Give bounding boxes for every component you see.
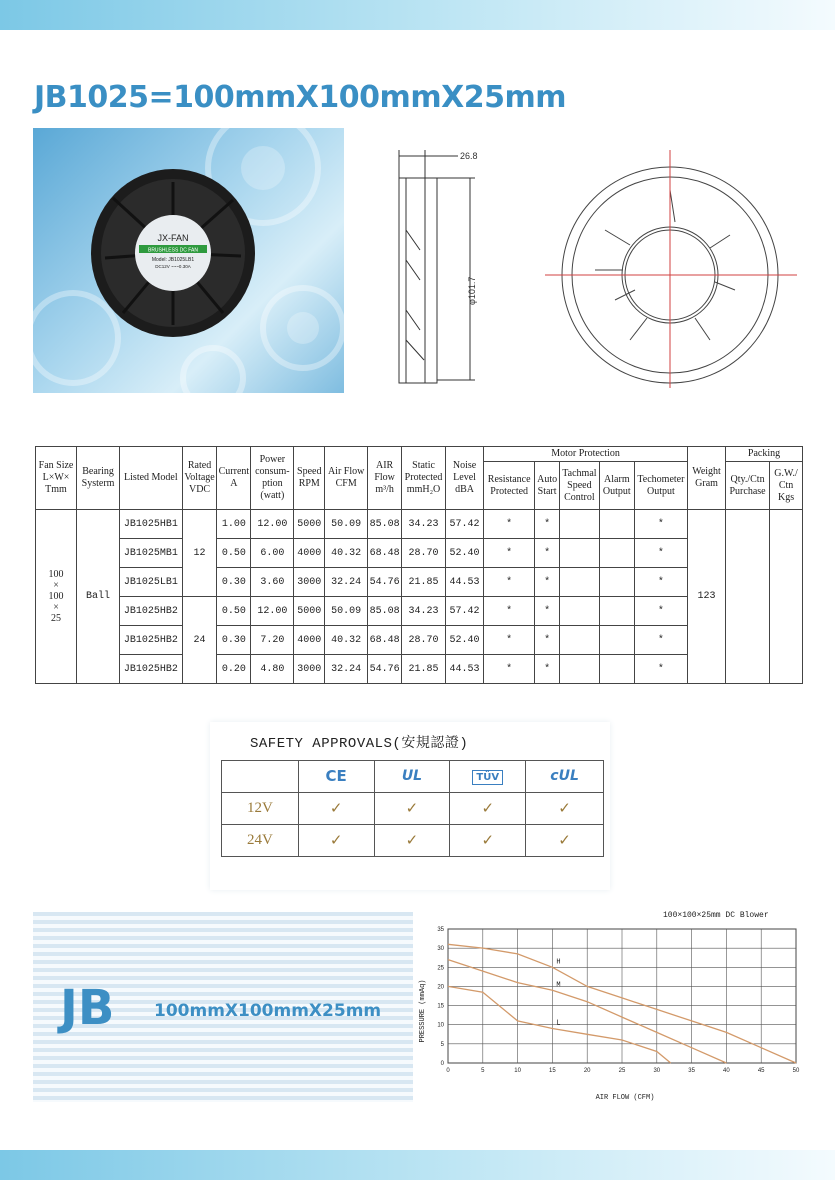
table-row xyxy=(36,626,803,655)
x-tick-label: 40 xyxy=(723,1068,730,1074)
current-cell: 0.20 xyxy=(217,655,251,684)
alarm-cell xyxy=(599,626,634,655)
check-icon: ✓ xyxy=(526,793,604,825)
static-cell: 21.85 xyxy=(402,568,446,597)
header-qty: Qty./Ctn Purchase xyxy=(726,462,770,510)
cfm-cell: 40.32 xyxy=(325,626,368,655)
x-tick-label: 10 xyxy=(514,1068,521,1074)
fan-illustration xyxy=(33,128,344,393)
tachmal-cell xyxy=(559,597,599,626)
alarm-cell xyxy=(599,568,634,597)
side-view-drawing xyxy=(380,140,515,390)
x-tick-label: 15 xyxy=(549,1068,556,1074)
model-cell: JB1025LB1 xyxy=(120,568,183,597)
tachmal-cell xyxy=(559,568,599,597)
model-cell: JB1025MB1 xyxy=(120,539,183,568)
photo-model: Model: JB1025LB1 xyxy=(151,257,195,263)
ul-mark-icon: UL xyxy=(401,768,423,784)
chart-svg xyxy=(415,905,807,1101)
header-weight: Weight Gram xyxy=(688,447,726,510)
resistance-cell: * xyxy=(484,626,535,655)
fan-size-cell xyxy=(36,510,77,684)
photo-label-band: BRUSHLESS DC FAN xyxy=(147,247,199,254)
resistance-cell: * xyxy=(484,597,535,626)
cfm-cell: 40.32 xyxy=(325,539,368,568)
safety-row xyxy=(222,825,604,857)
fan-size-line: × xyxy=(53,580,59,591)
performance-chart xyxy=(415,905,807,1101)
page-title: JB1025=100mmX100mmX25mm xyxy=(34,80,566,115)
header-bearing: Bearing Systerm xyxy=(77,447,120,510)
alarm-cell xyxy=(599,597,634,626)
techometer-cell: * xyxy=(634,568,687,597)
ce-logo-cell xyxy=(298,761,374,793)
static-cell: 28.70 xyxy=(402,539,446,568)
voltage-label: 12V xyxy=(222,793,299,825)
y-tick-label: 10 xyxy=(437,1022,444,1029)
m3h-cell: 68.48 xyxy=(368,539,402,568)
resistance-cell: * xyxy=(484,539,535,568)
table-row xyxy=(36,539,803,568)
techometer-cell: * xyxy=(634,626,687,655)
current-cell: 0.50 xyxy=(217,539,251,568)
series-label-H: H xyxy=(556,958,561,967)
x-tick-label: 30 xyxy=(653,1068,661,1074)
photo-brand: JX-FAN xyxy=(157,233,189,243)
speed-cell: 4000 xyxy=(294,626,325,655)
resistance-cell: * xyxy=(484,510,535,539)
current-cell: 1.00 xyxy=(217,510,251,539)
x-tick-label: 0 xyxy=(446,1068,450,1074)
techometer-cell: * xyxy=(634,597,687,626)
y-tick-label: 35 xyxy=(437,927,444,933)
static-cell: 34.23 xyxy=(402,510,446,539)
tuv-mark-icon: TÜV xyxy=(472,770,503,785)
auto-start-cell: * xyxy=(535,539,560,568)
noise-cell: 52.40 xyxy=(446,626,484,655)
safety-row xyxy=(222,793,604,825)
resistance-cell: * xyxy=(484,655,535,684)
tachmal-cell xyxy=(559,539,599,568)
product-photo xyxy=(33,128,344,393)
speed-cell: 5000 xyxy=(294,597,325,626)
header-fan-size: Fan Size L×W× Tmm xyxy=(36,447,77,510)
spec-table xyxy=(35,446,803,684)
series-label-L: L xyxy=(556,1019,561,1028)
weight-cell: 123 xyxy=(688,510,726,684)
speed-cell: 4000 xyxy=(294,539,325,568)
speed-cell: 3000 xyxy=(294,655,325,684)
cfm-cell: 32.24 xyxy=(325,655,368,684)
check-icon: ✓ xyxy=(374,793,450,825)
resistance-cell: * xyxy=(484,568,535,597)
chart-title: 100×100×25mm DC Blower xyxy=(663,911,769,920)
fan-size-line: 100 xyxy=(48,569,64,580)
header-auto-start: Auto Start xyxy=(535,462,560,510)
check-icon: ✓ xyxy=(298,793,374,825)
header-static: Static Protected mmH₂O xyxy=(402,447,446,510)
check-icon: ✓ xyxy=(374,825,450,857)
model-cell: JB1025HB2 xyxy=(120,655,183,684)
static-cell: 34.23 xyxy=(402,597,446,626)
voltage-cell: 12 xyxy=(182,510,217,597)
table-row xyxy=(36,597,803,626)
static-cell: 21.85 xyxy=(402,655,446,684)
speed-cell: 3000 xyxy=(294,568,325,597)
auto-start-cell: * xyxy=(535,597,560,626)
fan-size-line: × xyxy=(53,602,59,613)
chart-xlabel: AIR FLOW (CFM) xyxy=(595,1094,655,1101)
x-tick-label: 50 xyxy=(792,1068,800,1074)
m3h-cell: 85.08 xyxy=(368,510,402,539)
header-air-flow-cfm: Air Flow CFM xyxy=(325,447,368,510)
bearing-cell: Ball xyxy=(77,510,120,684)
techometer-cell: * xyxy=(634,655,687,684)
y-tick-label: 5 xyxy=(440,1041,444,1048)
auto-start-cell: * xyxy=(535,655,560,684)
series-label-M: M xyxy=(556,981,561,990)
header-resistance: Resistance Protected xyxy=(484,462,535,510)
x-tick-label: 45 xyxy=(757,1068,765,1074)
cul-logo-cell xyxy=(526,761,604,793)
current-cell: 0.30 xyxy=(217,568,251,597)
header-current: Current A xyxy=(217,447,251,510)
qty-cell xyxy=(726,510,770,684)
x-tick-label: 35 xyxy=(688,1068,695,1074)
auto-start-cell: * xyxy=(535,626,560,655)
alarm-cell xyxy=(599,510,634,539)
m3h-cell: 54.76 xyxy=(368,568,402,597)
cul-mark-icon: cUL xyxy=(550,768,579,784)
table-row xyxy=(36,655,803,684)
power-cell: 6.00 xyxy=(251,539,294,568)
photo-rating: DC12V ~~~0.30A xyxy=(155,264,191,269)
x-tick-label: 20 xyxy=(583,1068,591,1074)
power-cell: 3.60 xyxy=(251,568,294,597)
check-icon: ✓ xyxy=(450,825,526,857)
voltage-cell: 24 xyxy=(182,597,217,684)
techometer-cell: * xyxy=(634,539,687,568)
power-cell: 12.00 xyxy=(251,510,294,539)
alarm-cell xyxy=(599,539,634,568)
noise-cell: 57.42 xyxy=(446,510,484,539)
header-rated-voltage: Rated Voltage VDC xyxy=(182,447,217,510)
tuv-logo-cell xyxy=(450,761,526,793)
power-cell: 12.00 xyxy=(251,597,294,626)
header-noise: Noise Level dBA xyxy=(446,447,484,510)
header-air-flow-m3h: AIR Flow m³/h xyxy=(368,447,402,510)
noise-cell: 44.53 xyxy=(446,655,484,684)
x-tick-label: 5 xyxy=(481,1068,485,1074)
fan-size-line: 100 xyxy=(48,591,64,602)
y-tick-label: 0 xyxy=(440,1061,444,1067)
header-motor-protection: Motor Protection xyxy=(484,447,688,462)
check-icon: ✓ xyxy=(450,793,526,825)
safety-corner-cell xyxy=(222,761,299,793)
bottom-decor-band xyxy=(0,1150,835,1180)
current-cell: 0.50 xyxy=(217,597,251,626)
y-tick-label: 30 xyxy=(437,946,444,953)
static-cell: 28.70 xyxy=(402,626,446,655)
m3h-cell: 54.76 xyxy=(368,655,402,684)
fan-size-line: 25 xyxy=(51,613,61,624)
cfm-cell: 50.09 xyxy=(325,510,368,539)
header-techometer: Techometer Output xyxy=(634,462,687,510)
voltage-label: 24V xyxy=(222,825,299,857)
tachmal-cell xyxy=(559,626,599,655)
ce-mark-icon: CE xyxy=(325,767,347,785)
techometer-cell: * xyxy=(634,510,687,539)
noise-cell: 57.42 xyxy=(446,597,484,626)
alarm-cell xyxy=(599,655,634,684)
y-tick-label: 25 xyxy=(437,965,444,972)
cfm-cell: 50.09 xyxy=(325,597,368,626)
x-tick-label: 25 xyxy=(618,1068,626,1074)
model-cell: JB1025HB2 xyxy=(120,597,183,626)
safety-title: SAFETY APPROVALS(安規認證) xyxy=(250,736,469,752)
header-gw: G.W./ Ctn Kgs xyxy=(770,462,803,510)
side-dimension-label: 26.8 xyxy=(460,151,478,161)
header-listed-model: Listed Model xyxy=(120,447,183,510)
tachmal-cell xyxy=(559,510,599,539)
diameter-dimension-label: φ101.7 xyxy=(467,276,477,305)
model-cell: JB1025HB2 xyxy=(120,626,183,655)
chart-ylabel: PRESSURE (mmAq) xyxy=(419,979,427,1043)
auto-start-cell: * xyxy=(535,568,560,597)
power-cell: 4.80 xyxy=(251,655,294,684)
header-packing: Packing xyxy=(726,447,803,462)
front-view-drawing xyxy=(535,140,805,390)
check-icon: ✓ xyxy=(298,825,374,857)
auto-start-cell: * xyxy=(535,510,560,539)
tachmal-cell xyxy=(559,655,599,684)
ul-logo-cell xyxy=(374,761,450,793)
banner-subtitle: 100mmX100mmX25mm xyxy=(154,1001,382,1021)
m3h-cell: 68.48 xyxy=(368,626,402,655)
noise-cell: 44.53 xyxy=(446,568,484,597)
y-tick-label: 15 xyxy=(437,1003,444,1010)
header-power: Power consum-ption (watt) xyxy=(251,447,294,510)
safety-table xyxy=(221,760,604,857)
y-tick-label: 20 xyxy=(437,984,444,991)
header-tachmal: Tachmal Speed Control xyxy=(559,462,599,510)
speed-cell: 5000 xyxy=(294,510,325,539)
current-cell: 0.30 xyxy=(217,626,251,655)
model-cell: JB1025HB1 xyxy=(120,510,183,539)
noise-cell: 52.40 xyxy=(446,539,484,568)
cfm-cell: 32.24 xyxy=(325,568,368,597)
table-row xyxy=(36,568,803,597)
top-decor-band xyxy=(0,0,835,30)
power-cell: 7.20 xyxy=(251,626,294,655)
header-speed: Speed RPM xyxy=(294,447,325,510)
header-alarm: Alarm Output xyxy=(599,462,634,510)
m3h-cell: 85.08 xyxy=(368,597,402,626)
check-icon: ✓ xyxy=(526,825,604,857)
banner-brand: JB xyxy=(60,980,115,1036)
table-row xyxy=(36,510,803,539)
gw-cell xyxy=(770,510,803,684)
